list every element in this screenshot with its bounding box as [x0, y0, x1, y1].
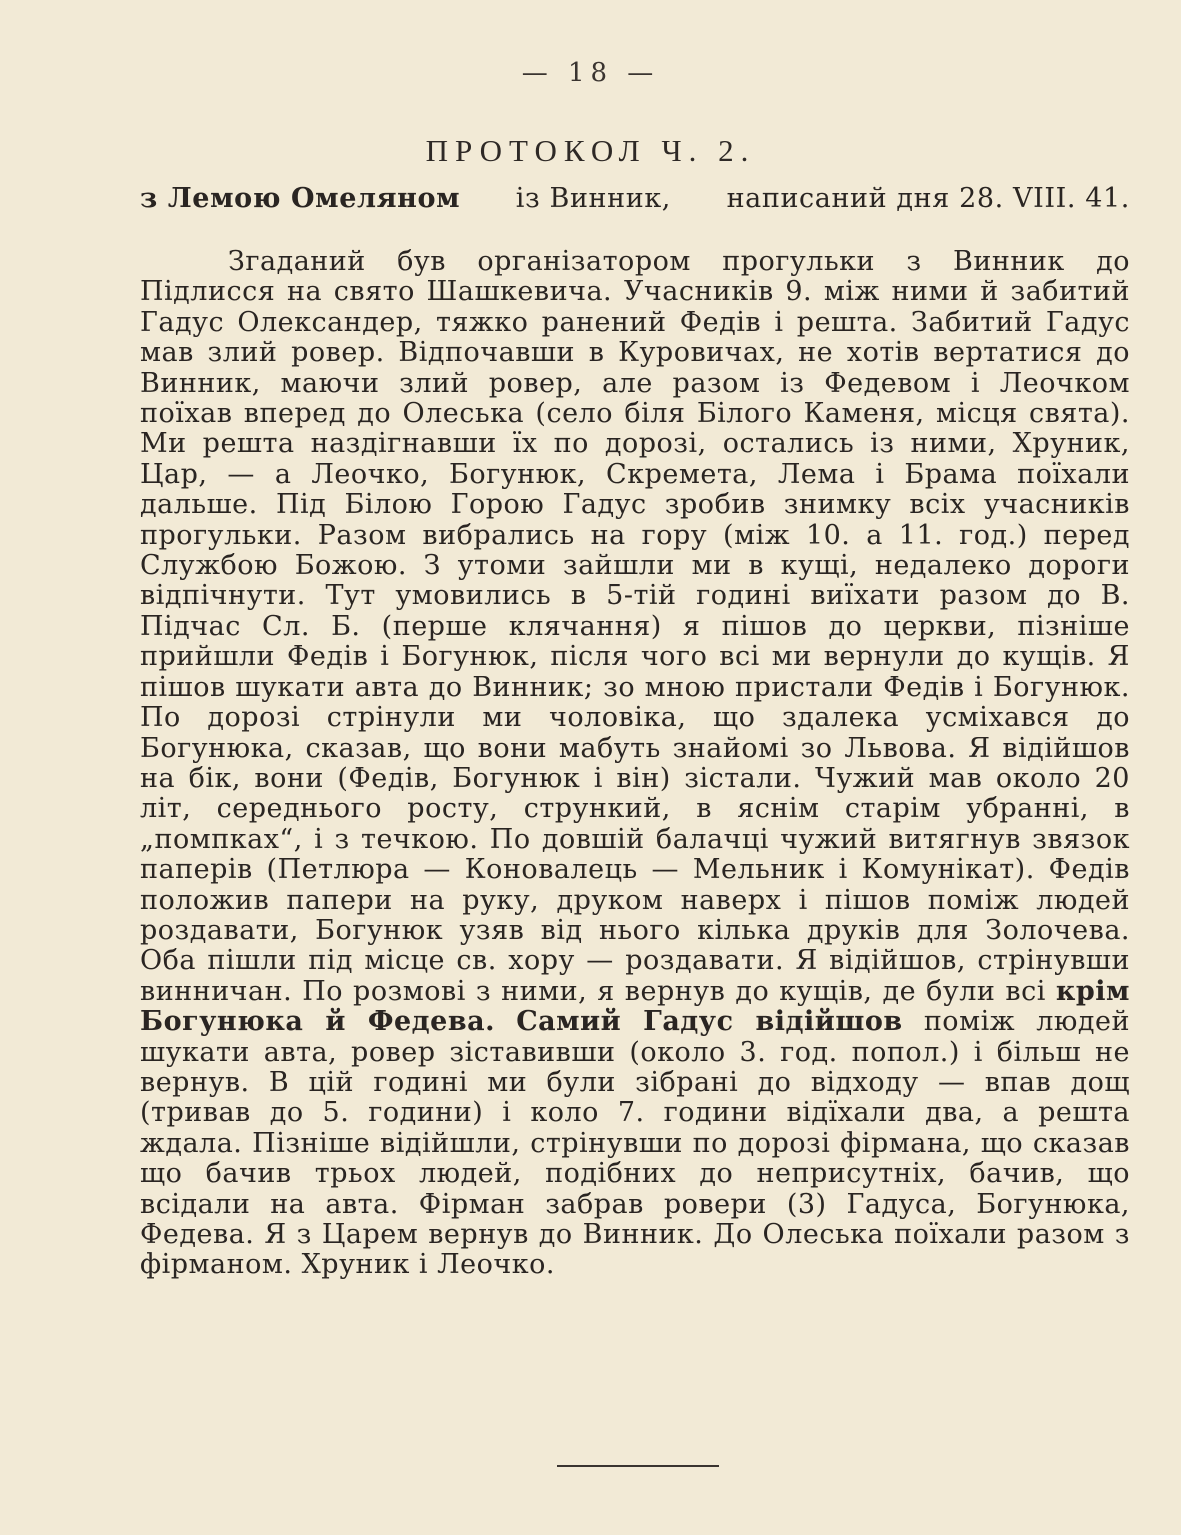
subtitle-place: із Винник, — [515, 183, 671, 214]
body-text-segment-2: поміж людей шукати авта, ровер зіставивши (около 3. год. попол.) і більш не вернув. В цій годині ми були зібрані до відходу — впав дощ (тривав до 5. години) і коло 7. години відїхали два, а решта ждала. Пізніше відійшли, стрінувши по дорозі фірмана, що сказав що бачив трьох людей, подібних до неприсутніх, бачив, що всідали на авта. Фірман забрав ровери (3) Гадуса, Богунюка, Федева. Я з Царем вернув до Винник. До Олеська поїхали разом з фірманом. Хруник і Леочко. — [140, 1006, 1130, 1281]
body-paragraph — [140, 247, 1130, 1281]
protocol-subtitle — [140, 183, 1130, 214]
protocol-body — [140, 247, 1130, 1281]
subtitle-name: з Лемою Омеляном — [140, 183, 461, 214]
closing-rule — [557, 1465, 719, 1467]
body-bold-phrase-1: крім Богунюка й Федева. — [140, 975, 1130, 1038]
page-number: — 18 — — [521, 58, 660, 88]
body-bold-phrase-2: Самий Гадус відійшов — [516, 1006, 903, 1038]
body-text-segment-1: Згаданий був організатором прогульки з Винник до Підлисся на свято Шашкевича. Учасників 9. між ними й забитий Гадус Олександер, тяжко ранений Федів і решта. Забитий Гадус мав злий ровер. Відпочавши в Куровичах, не хотів вертатися до Винник, маючи злий ровер, але разом із Федевом і Леочком поїхав вперед до Олеська (село біля Білого Каменя, місця свята). Ми решта наздігнавши їх по дорозі, остались із ними, Хруник, Цар, — а Леочко, Богунюк, Скремета, Лема і Брама поїхали дальше. Під Білою Горою Гадус зробив знимку всіх учасників прогульки. Разом вибрались на гору (між 10. а 11. год.) перед Службою Божою. З утоми зайшли ми в кущі, недалеко дороги відпічнути. Тут умовились в 5-тій годині виїхати разом до В. Підчас Сл. Б. (перше клячання) я пішов до церкви, пізніше прийшли Федів і Богунюк, після чого всі ми вернули до кущів. Я пішов шукати авта до Винник; зо мною пристали Федів і Богунюк. По дорозі стрінули ми чоловіка, що здалека усміхався до Богунюка, сказав, що вони мабуть знайомі зо Львова. Я відійшов на бік, вони (Федів, Богунюк і він) зістали. Чужий мав около 20 літ, середнього росту, стрункий, в яснім старім убранні, в „помпках“, і з течкою. По довшій балачці чужий витягнув звязок паперів (Петлюра — Коновалець — Мельник і Комунікат). Федів положив папери на руку, друком наверх і пішов поміж людей роздавати, Богунюк узяв від нього кілька друків для Золочева. Оба пішли під місце св. хору — роздавати. Я відійшов, стрінувши винничан. По розмові з ними, я вернув до кущів, де були всі — [140, 246, 1130, 1007]
subtitle-date: написаний дня 28. VIII. 41. — [726, 183, 1130, 214]
protocol-heading: ПРОТОКОЛ Ч. 2. — [425, 133, 756, 168]
